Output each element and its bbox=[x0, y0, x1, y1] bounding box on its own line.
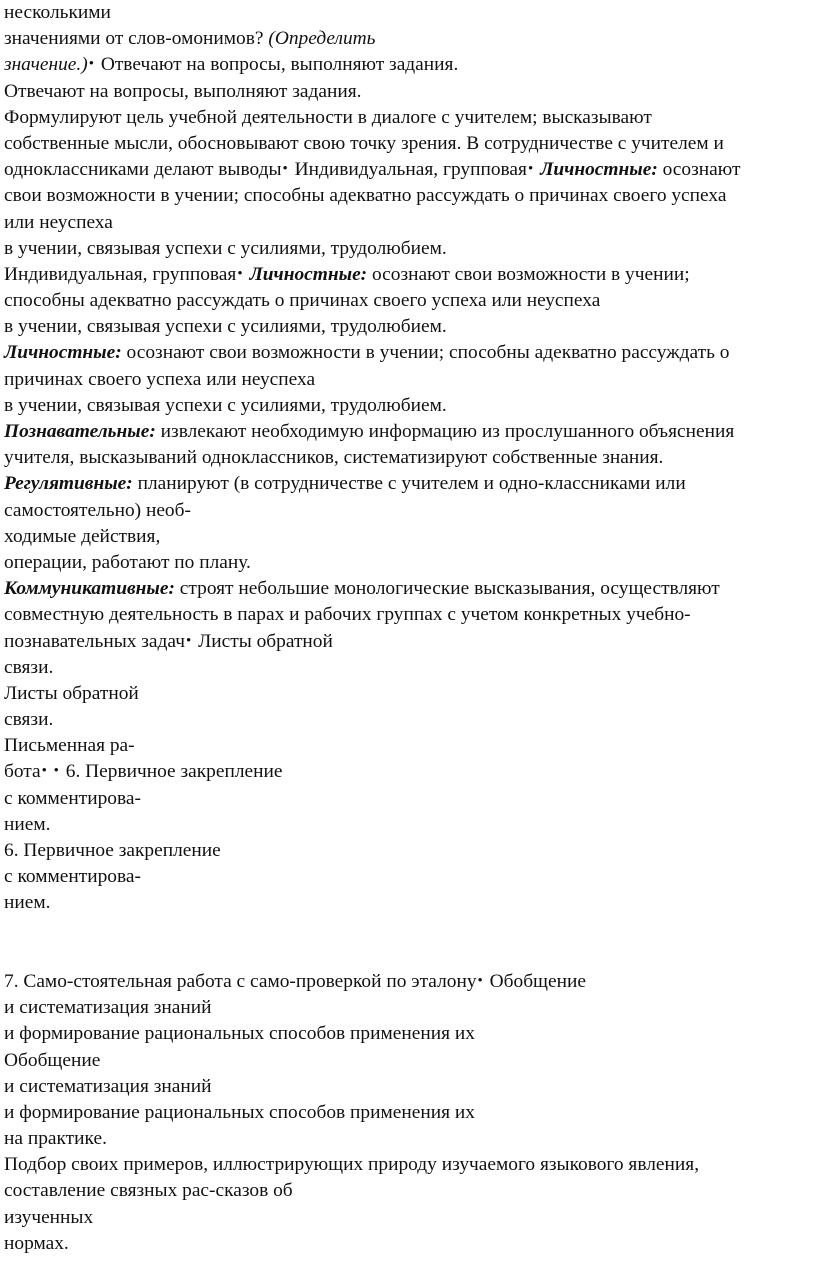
section-label: Познавательные: bbox=[4, 421, 156, 442]
text-line: нием. bbox=[4, 813, 51, 835]
text-line: способны адекватно рассуждать о причинах своего успеха или неуспеха bbox=[4, 290, 601, 312]
text-line: самостоятельно) необ- bbox=[4, 499, 191, 521]
text-line: 7. Само-стоятельная работа с само-проверкой по эталону• Обобщение bbox=[4, 970, 586, 992]
text-line: Отвечают на вопросы, выполняют задания. bbox=[4, 80, 362, 102]
text-line: собственные мысли, обосновывают свою точку зрения. В сотрудничестве с учителем и bbox=[4, 132, 724, 154]
text-line: учителя, высказываний одноклассников, систематизируют собственные знания. bbox=[4, 447, 664, 469]
text-line: связи. bbox=[4, 656, 54, 678]
blank-space bbox=[4, 917, 816, 969]
bullet-icon: • bbox=[282, 161, 288, 178]
text-line: связи. bbox=[4, 709, 54, 731]
text-line: Обобщение bbox=[4, 1049, 101, 1071]
bullet-icon: • bbox=[237, 265, 243, 282]
text-line: и систематизация знаний bbox=[4, 997, 212, 1019]
text-line: в учении, связывая успехи с усилиями, трудолюбием. bbox=[4, 394, 447, 416]
text-line: Письменная ра- bbox=[4, 735, 135, 757]
text-line: нием. bbox=[4, 892, 51, 914]
text-line: Формулируют цель учебной деятельности в диалоге с учителем; высказывают bbox=[4, 106, 652, 128]
text-line: несколькими bbox=[4, 2, 111, 23]
text-line: значение.)• Отвечают на вопросы, выполняют задания. bbox=[4, 54, 459, 76]
text-line: или неуспеха bbox=[4, 211, 113, 233]
section-label: Личностные: bbox=[244, 263, 368, 285]
text-line: познавательных задач• Листы обратной bbox=[4, 630, 333, 652]
text-line: 6. Первичное закрепление bbox=[4, 840, 221, 861]
text-line: Коммуникативные: строят небольшие монологические высказывания, осуществляют bbox=[4, 578, 720, 600]
bullet-icon: • bbox=[185, 632, 192, 649]
text-line: нормах. bbox=[4, 1232, 69, 1254]
text-line: совместную деятельность в парах и рабочих группах с учетом конкретных учебно- bbox=[4, 604, 691, 626]
bullet-icon: • bbox=[49, 763, 59, 780]
text-line: с комментирова- bbox=[4, 866, 141, 888]
text-line: ходимые действия, bbox=[4, 525, 161, 547]
text-line: и формирование рациональных способов применения их bbox=[4, 1023, 475, 1045]
text-line: бота• • 6. Первичное закрепление bbox=[4, 761, 283, 783]
text-line: с комментирова- bbox=[4, 787, 141, 809]
section-label: Регулятивные: bbox=[4, 473, 133, 495]
text-line: и формирование рациональных способов применения их bbox=[4, 1101, 475, 1123]
text-line: изученных bbox=[4, 1206, 94, 1228]
text-line: причинах своего успеха или неуспеха bbox=[4, 368, 316, 390]
bullet-icon: • bbox=[88, 56, 94, 73]
text-line: в учении, связывая успехи с усилиями, трудолюбием. bbox=[4, 316, 447, 338]
text-line: свои возможности в учении; способны адекватно рассуждать о причинах своего успеха bbox=[4, 185, 727, 207]
text-line: одноклассниками делают выводы• Индивидуальная, групповая• Личностные: осознают bbox=[4, 159, 741, 181]
bullet-icon: • bbox=[41, 763, 47, 780]
text-line: Личностные: осознают свои возможности в учении; способны адекватно рассуждать о bbox=[4, 342, 730, 364]
section-label: Личностные: bbox=[535, 159, 658, 181]
text-line: Подбор своих примеров, иллюстрирующих природу изучаемого языкового явления, bbox=[4, 1154, 700, 1176]
section-label: Личностные: bbox=[4, 342, 122, 364]
section-label: Коммуникативные: bbox=[4, 578, 175, 600]
text-line: Регулятивные: планируют (в сотрудничестве с учителем и одно-классниками или bbox=[4, 473, 686, 495]
text-line: Индивидуальная, групповая• Личностные: осознают свои возможности в учении; bbox=[4, 263, 690, 285]
bullet-icon: • bbox=[477, 972, 483, 989]
text-line: операции, работают по плану. bbox=[4, 551, 251, 573]
text-line: значениями от слов-омонимов? (Определить bbox=[4, 28, 376, 50]
text-line: и систематизация знаний bbox=[4, 1075, 212, 1097]
text-line: составление связных рас-сказов об bbox=[4, 1180, 293, 1202]
text-line: в учении, связывая успехи с усилиями, трудолюбием. bbox=[4, 237, 447, 259]
bullet-icon: • bbox=[527, 161, 534, 178]
text-line: Познавательные: извлекают необходимую информацию из прослушанного объяснения bbox=[4, 421, 735, 442]
text-line: на практике. bbox=[4, 1128, 107, 1150]
text-line: Листы обратной bbox=[4, 682, 139, 704]
